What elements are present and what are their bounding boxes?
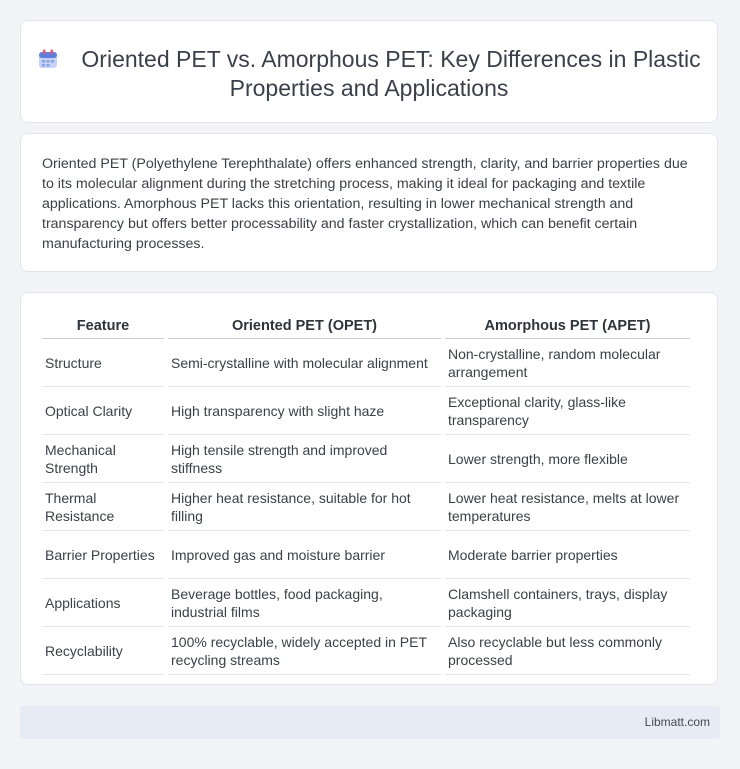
row-feature: Barrier Properties (42, 531, 164, 579)
table-row (42, 531, 690, 579)
intro-paragraph: Oriented PET (Polyethylene Terephthalate) offers enhanced strength, clarity, and barrier properties due to its molecular alignment during the stretching process, making it ideal for packaging and textile applications. Amorphous PET lacks this orientation, resulting in lower mechanical strength and transparency but offers better processability and faster crystallization, which can benefit certain manufacturing processes. (42, 156, 688, 252)
header-opet: Oriented PET (OPET) (168, 315, 441, 339)
page-title: Oriented PET vs. Amorphous PET: Key Differences in Plastic Properties and Applications (81, 46, 701, 101)
comparison-card (20, 292, 718, 685)
row-opet: Semi-crystalline with molecular alignment (168, 339, 441, 387)
row-feature: Applications (42, 579, 164, 627)
row-apet: Moderate barrier properties (445, 531, 690, 579)
row-opet: High tensile strength and improved stiffness (168, 435, 441, 483)
row-opet: High transparency with slight haze (168, 387, 441, 435)
row-opet: Higher heat resistance, suitable for hot filling (168, 483, 441, 531)
row-opet: 100% recyclable, widely accepted in PET recycling streams (168, 627, 441, 675)
row-apet: Clamshell containers, trays, display packaging (445, 579, 690, 627)
row-apet: Lower strength, more flexible (445, 435, 690, 483)
table-row (42, 483, 690, 531)
intro-card (20, 133, 718, 272)
title-card (20, 20, 718, 123)
table-header-row (42, 315, 690, 339)
calendar-icon (37, 48, 59, 70)
header-apet: Amorphous PET (APET) (445, 315, 690, 339)
table-row (42, 627, 690, 675)
row-apet: Lower heat resistance, melts at lower temperatures (445, 483, 690, 531)
table-row (42, 387, 690, 435)
header-feature: Feature (42, 315, 164, 339)
row-feature: Structure (42, 339, 164, 387)
row-apet: Also recyclable but less commonly processed (445, 627, 690, 675)
footer-brand-link[interactable]: Libmatt.com (644, 715, 710, 729)
row-opet: Beverage bottles, food packaging, industrial films (168, 579, 441, 627)
row-apet: Exceptional clarity, glass-like transparency (445, 387, 690, 435)
row-feature: Thermal Resistance (42, 483, 164, 531)
row-feature: Mechanical Strength (42, 435, 164, 483)
row-opet: Improved gas and moisture barrier (168, 531, 441, 579)
row-feature: Optical Clarity (42, 387, 164, 435)
comparison-table (38, 315, 694, 675)
table-row (42, 339, 690, 387)
table-row (42, 435, 690, 483)
row-apet: Non-crystalline, random molecular arrangement (445, 339, 690, 387)
footer-bar (20, 706, 720, 739)
page-title-wrap (21, 45, 717, 103)
row-feature: Recyclability (42, 627, 164, 675)
table-row (42, 579, 690, 627)
